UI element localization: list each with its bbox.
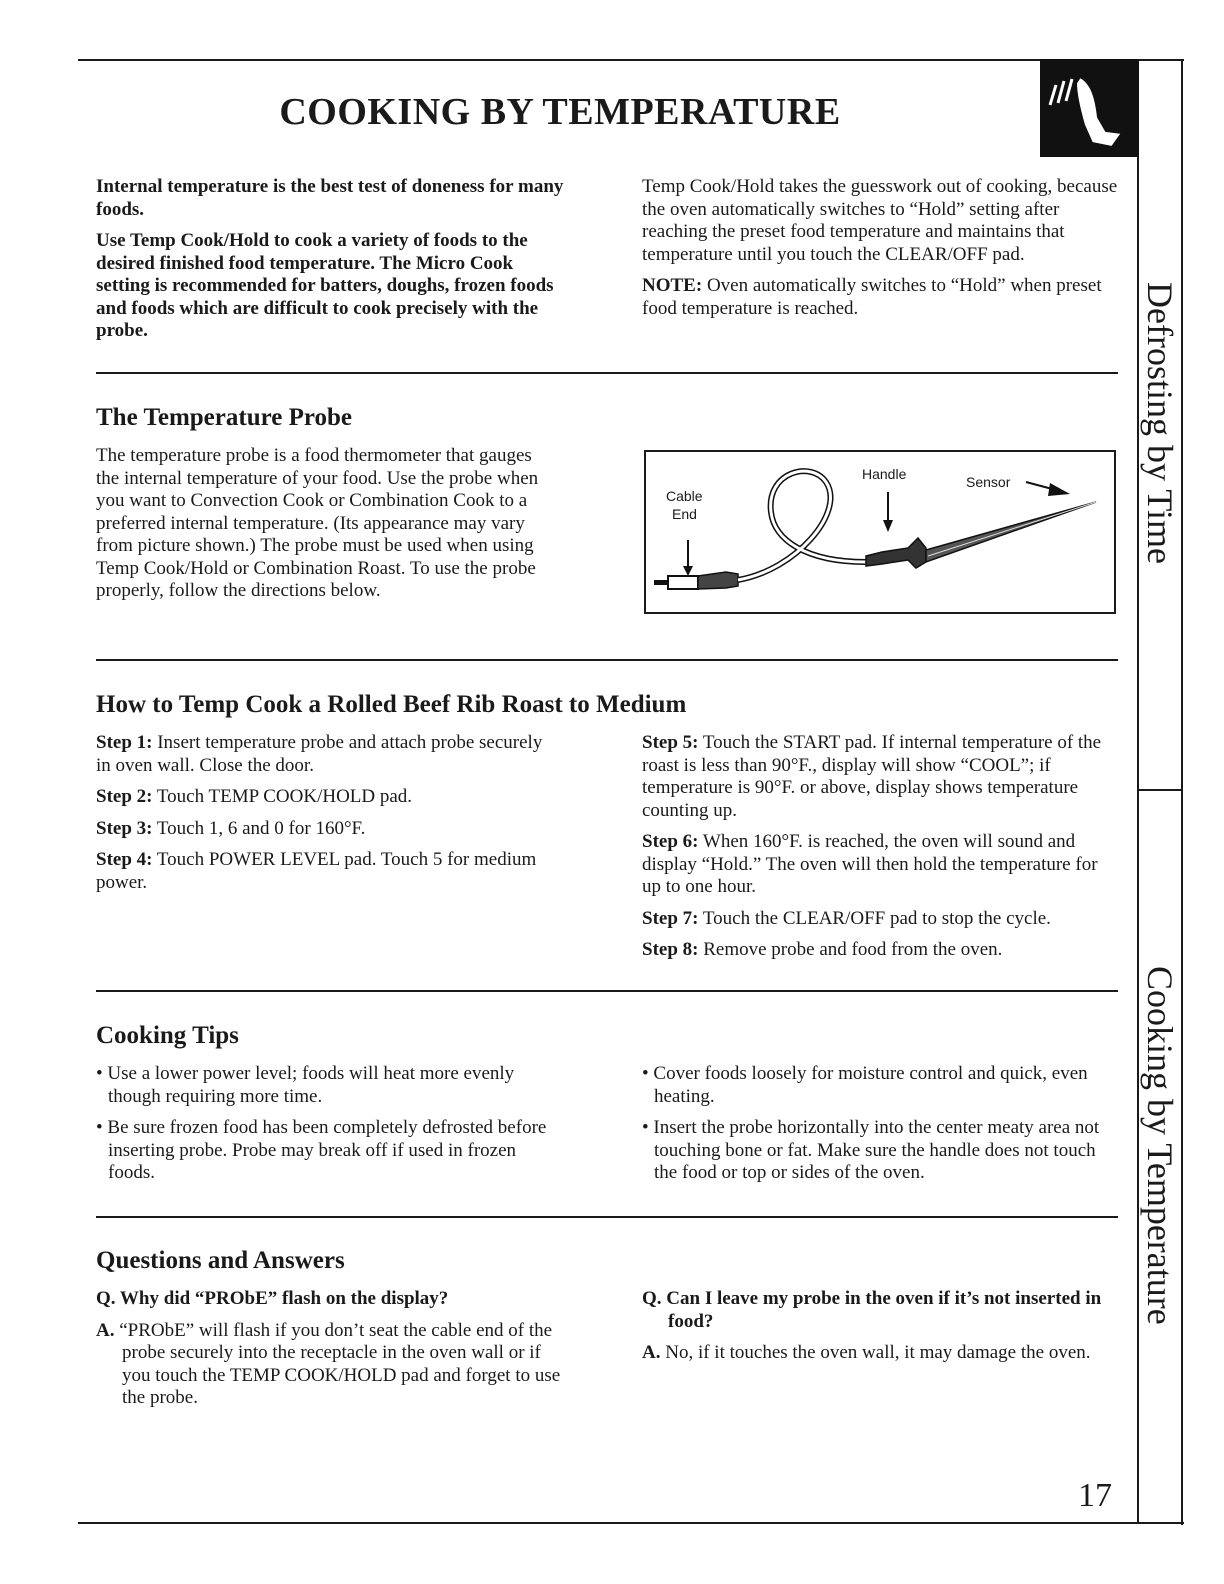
intro-right-text: Temp Cook/Hold takes the guesswork out of cooking, because the oven automatically switches to “Hold” setting after reaching the preset food temperature and maintains that temperature until you touch the CLEAR/OFF pad. (642, 176, 1118, 265)
intro-bold-2: Use Temp Cook/Hold to cook a variety of foods to the desired finished food temperature. The Micro Cook setting is recommended for batters, doughs, frozen foods and foods which are difficult to cook precisely with the probe. (96, 230, 554, 341)
tip-2: • Be sure frozen food has been completely defrosted before inserting probe. Probe may break off if used in frozen foods. (96, 1117, 547, 1183)
step-8: Step 8: Remove probe and food from the oven. (642, 939, 1003, 960)
note-label: NOTE: (642, 275, 703, 296)
right-border (1181, 59, 1183, 1525)
step-7: Step 7: Touch the CLEAR/OFF pad to stop the cycle. (642, 907, 1051, 929)
side-tab-cooking-by-temperature: Cooking by Temperature (1140, 966, 1180, 1325)
step-3: Step 3: Touch 1, 6 and 0 for 160°F. (96, 817, 366, 839)
handle-label: Handle (862, 466, 907, 482)
intro-right (642, 176, 1118, 329)
intro-bold-1: Internal temperature is the best test of doneness for many foods. (96, 176, 564, 220)
step-4: Step 4: Touch POWER LEVEL pad. Touch 5 for medium power. (96, 849, 537, 893)
qa-right (642, 1288, 1116, 1374)
question-2: Q. Can I leave my probe in the oven if it’s not inserted in food? (642, 1288, 1102, 1332)
divider-1 (96, 372, 1118, 374)
cable-label-2: End (672, 506, 697, 522)
top-rule (78, 59, 1184, 61)
probe-text: The temperature probe is a food thermometer that gauges the internal temperature of your food. Use the probe when you want to Convection Cook or Combination Cook to a preferred internal temperature. (Its appearance may vary from picture shown.) The probe must be used when using Temp Cook/Hold or Combination Roast. To use the probe properly, follow the directions below. (96, 445, 539, 601)
page-title: COOKING BY TEMPERATURE (279, 91, 841, 133)
divider-3 (96, 990, 1118, 992)
probe-diagram (644, 450, 1116, 614)
tips-left (96, 1063, 566, 1194)
sensor-label: Sensor (966, 474, 1011, 490)
hand-pointer-icon (1040, 59, 1139, 157)
intro-note (642, 275, 1118, 320)
howto-heading: How to Temp Cook a Rolled Beef Rib Roast to Medium (96, 691, 687, 718)
side-tab-defrosting: Defrosting by Time (1140, 282, 1180, 565)
tip-1: • Use a lower power level; foods will heat more evenly though requiring more time. (96, 1063, 515, 1107)
tips-right (642, 1063, 1116, 1194)
steps-left (96, 732, 556, 903)
probe-text-block (96, 445, 556, 612)
probe-heading: The Temperature Probe (96, 404, 353, 431)
page-number: 17 (1078, 1477, 1112, 1514)
answer-2: A. No, if it touches the oven wall, it may damage the oven. (642, 1342, 1091, 1363)
tab-divider (1137, 789, 1183, 791)
question-1: Q. Why did “PRObE” flash on the display? (96, 1288, 449, 1309)
step-2: Step 2: Touch TEMP COOK/HOLD pad. (96, 786, 413, 807)
qa-left (96, 1288, 566, 1419)
answer-1: A. “PRObE” will flash if you don’t seat the cable end of the probe securely into the receptacle in the oven wall or if you touch the TEMP COOK/HOLD pad and forget to use the probe. (96, 1319, 561, 1408)
intro-left (96, 176, 566, 352)
step-5: Step 5: Touch the START pad. If internal temperature of the roast is less than 90°F., display will show “COOL”; if temperature is 90°F. or above, display shows temperature counting up. (642, 732, 1102, 821)
tips-heading: Cooking Tips (96, 1022, 239, 1049)
steps-right (642, 732, 1120, 971)
qa-heading: Questions and Answers (96, 1247, 345, 1274)
tip-3: • Cover foods loosely for moisture control and quick, even heating. (642, 1063, 1088, 1107)
tab-inner-border (1137, 157, 1139, 1523)
tip-4: • Insert the probe horizontally into the center meaty area not touching bone or fat. Make sure the handle does not touch the food or top or sides of the oven. (642, 1117, 1100, 1183)
note-text: Oven automatically switches to “Hold” when preset food temperature is reached. (642, 275, 1102, 319)
step-6: Step 6: When 160°F. is reached, the oven will sound and display “Hold.” The oven will then hold the temperature for up to one hour. (642, 831, 1098, 897)
bottom-rule (78, 1522, 1184, 1524)
cable-label-1: Cable (666, 488, 703, 504)
divider-2 (96, 659, 1118, 661)
step-1: Step 1: Insert temperature probe and attach probe securely in oven wall. Close the door. (96, 732, 543, 776)
divider-4 (96, 1216, 1118, 1218)
